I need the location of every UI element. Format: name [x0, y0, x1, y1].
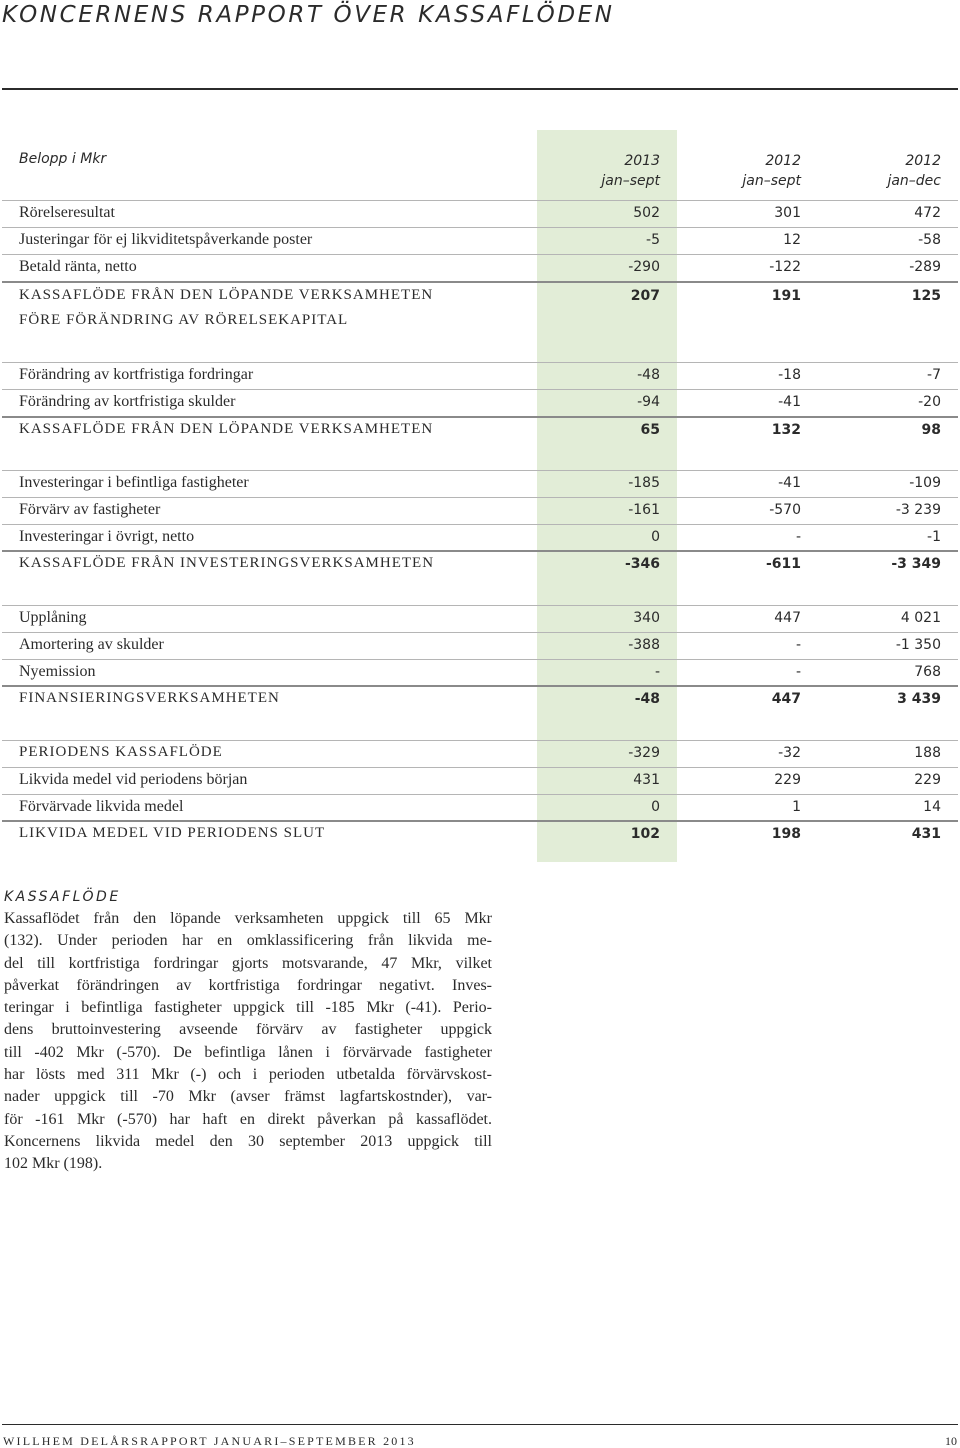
value-2012-jan-sept: -41 [778, 394, 801, 410]
column-header-2012-jan-dec [821, 151, 941, 191]
row-label: Likvida medel vid periodens början [19, 771, 248, 788]
value-2012-jan-dec: -1 [927, 529, 941, 545]
value-2012-jan-dec: -7 [927, 367, 941, 383]
row-label: Investeringar i befintliga fastigheter [19, 474, 249, 491]
value-2012-jan-dec: 4 021 [900, 610, 941, 626]
row-sublabel: FÖRE FÖRÄNDRING AV RÖRELSEKAPITAL [19, 312, 349, 328]
column-year: 2012 [765, 153, 801, 169]
row-label: PERIODENS KASSAFLÖDE [19, 744, 223, 760]
paragraph-line: har lösts med 311 Mkr (-) och i perioden utbetalda förvärvskost- [4, 1066, 492, 1084]
value-2012-jan-sept: 447 [771, 691, 801, 707]
page-title: KONCERNENS RAPPORT ÖVER KASSAFLÖDEN [2, 2, 615, 28]
value-2013-jan-sept: -346 [624, 556, 660, 572]
row-label: Nyemission [19, 663, 96, 680]
value-2012-jan-dec: 125 [911, 288, 941, 304]
table-row [0, 227, 960, 254]
value-2012-jan-sept: - [795, 664, 801, 680]
paragraph-line: del till kortfristiga fordringar gjorts motsvarande, 47 Mkr, vilket [4, 954, 492, 972]
subtotal-row [0, 551, 960, 578]
commentary-body [4, 908, 492, 1176]
row-label: Amortering av skulder [19, 636, 164, 653]
page-number: 10 [945, 1434, 957, 1448]
row-label: Upplåning [19, 609, 87, 626]
value-2012-jan-sept: 229 [774, 772, 801, 788]
table-row [0, 200, 960, 227]
row-label: Förändring av kortfristiga skulder [19, 393, 236, 410]
value-2013-jan-sept: 340 [633, 610, 660, 626]
value-2012-jan-sept: 12 [783, 232, 801, 248]
row-label: LIKVIDA MEDEL VID PERIODENS SLUT [19, 825, 326, 841]
row-label: Förändring av kortfristiga fordringar [19, 366, 254, 383]
value-2012-jan-dec: -289 [909, 259, 941, 275]
value-2012-jan-dec: -109 [909, 475, 941, 491]
table-row [0, 524, 960, 551]
column-year: 2013 [624, 153, 660, 169]
commentary-heading: KASSAFLÖDE [4, 889, 121, 905]
column-period: jan–sept [742, 173, 801, 189]
footer-report-title: WILLHEM DELÅRSRAPPORT JANUARI–SEPTEMBER 2013 [3, 1434, 416, 1448]
value-2012-jan-dec: -3 239 [895, 502, 941, 518]
value-2012-jan-dec: 472 [914, 205, 941, 221]
value-2012-jan-dec: -58 [918, 232, 941, 248]
value-2013-jan-sept: -5 [646, 232, 660, 248]
value-2013-jan-sept: 0 [651, 799, 660, 815]
unit-label: Belopp i Mkr [19, 151, 107, 167]
value-2012-jan-dec: 3 439 [897, 691, 941, 707]
value-2012-jan-dec: 768 [914, 664, 941, 680]
paragraph-line: Koncernens likvida medel den 30 september 2013 uppgick till [4, 1132, 492, 1150]
value-2013-jan-sept: 65 [640, 422, 660, 438]
paragraph-line: nader uppgick till -70 Mkr (avser främst lagfartskostnder), var- [4, 1088, 492, 1106]
value-2013-jan-sept: 502 [633, 205, 660, 221]
subtotal-row [0, 686, 960, 713]
value-2012-jan-sept: -18 [778, 367, 801, 383]
paragraph-line: (132). Under perioden har en omklassificering från likvida me- [4, 932, 492, 950]
value-2012-jan-sept: -611 [765, 556, 801, 572]
value-2013-jan-sept: -290 [628, 259, 660, 275]
value-2012-jan-sept: -570 [769, 502, 801, 518]
value-2012-jan-sept: -41 [778, 475, 801, 491]
column-header-2012-jan-sept [681, 151, 801, 191]
value-2013-jan-sept: -94 [637, 394, 660, 410]
table-row [0, 740, 960, 767]
value-2012-jan-dec: 431 [911, 826, 941, 842]
table-row [0, 605, 960, 632]
table-row [0, 362, 960, 389]
value-2013-jan-sept: 431 [633, 772, 660, 788]
value-2012-jan-dec: 98 [921, 422, 941, 438]
paragraph-line: till -402 Mkr (-570). De befintliga lånen i förvärvade fastigheter [4, 1043, 492, 1061]
row-label: Justeringar för ej likviditetspåverkande poster [19, 231, 313, 248]
row-label: FINANSIERINGSVERKSAMHETEN [19, 690, 280, 706]
paragraph-line: Kassaflödet från den löpande verksamheten uppgick till 65 Mkr [4, 910, 492, 927]
value-2012-jan-dec: 14 [923, 799, 941, 815]
column-header-2013-jan-sept [540, 151, 660, 191]
subtotal-row [0, 283, 960, 335]
row-label: KASSAFLÖDE FRÅN DEN LÖPANDE VERKSAMHETEN [19, 287, 434, 303]
value-2012-jan-sept: -122 [769, 259, 801, 275]
row-label: Rörelseresultat [19, 204, 115, 221]
column-year: 2012 [905, 153, 941, 169]
table-row [0, 470, 960, 497]
value-2013-jan-sept: - [654, 664, 660, 680]
row-label: KASSAFLÖDE FRÅN INVESTERINGSVERKSAMHETEN [19, 555, 435, 571]
value-2012-jan-sept: 198 [771, 826, 801, 842]
column-period: jan–dec [887, 173, 941, 189]
table-row [0, 389, 960, 416]
value-2012-jan-dec: -1 350 [895, 637, 941, 653]
value-2012-jan-dec: -20 [918, 394, 941, 410]
value-2012-jan-sept: 1 [792, 799, 801, 815]
value-2012-jan-dec: -3 349 [891, 556, 941, 572]
subtotal-row [0, 417, 960, 444]
value-2012-jan-sept: 132 [771, 422, 801, 438]
footer-divider [2, 1424, 958, 1425]
title-divider [2, 88, 958, 90]
column-period: jan–sept [601, 173, 660, 189]
table-row [0, 794, 960, 821]
value-2013-jan-sept: 0 [651, 529, 660, 545]
value-2012-jan-dec: 188 [914, 745, 941, 761]
value-2013-jan-sept: -161 [628, 502, 660, 518]
table-row [0, 659, 960, 686]
value-2012-jan-sept: 447 [774, 610, 801, 626]
value-2012-jan-dec: 229 [914, 772, 941, 788]
table-row [0, 632, 960, 659]
paragraph-line: 102 Mkr (198). [4, 1155, 103, 1173]
value-2013-jan-sept: -388 [628, 637, 660, 653]
table-row [0, 767, 960, 794]
value-2013-jan-sept: -185 [628, 475, 660, 491]
table-row [0, 254, 960, 281]
value-2013-jan-sept: -329 [628, 745, 660, 761]
row-label: Förvärvade likvida medel [19, 798, 184, 815]
value-2012-jan-sept: - [795, 637, 801, 653]
value-2012-jan-sept: -32 [778, 745, 801, 761]
value-2013-jan-sept: 207 [630, 288, 660, 304]
row-label: Betald ränta, netto [19, 258, 137, 275]
value-2012-jan-sept: 191 [771, 288, 801, 304]
value-2013-jan-sept: 102 [630, 826, 660, 842]
paragraph-line: påverkat förändringen av kortfristiga fordringar negativt. Inves- [4, 976, 492, 994]
paragraph-line: för -161 Mkr (-570) har haft en direkt påverkan på kassaflödet. [4, 1110, 492, 1128]
value-2012-jan-sept: - [795, 529, 801, 545]
paragraph-line: dens bruttoinvestering avseende förvärv av fastigheter uppgick [4, 1021, 492, 1039]
row-label: Investeringar i övrigt, netto [19, 528, 195, 545]
value-2012-jan-sept: 301 [774, 205, 801, 221]
paragraph-line: teringar i befintliga fastigheter uppgick till -185 Mkr (-41). Perio- [4, 999, 492, 1017]
value-2013-jan-sept: -48 [634, 691, 660, 707]
row-label: KASSAFLÖDE FRÅN DEN LÖPANDE VERKSAMHETEN [19, 421, 434, 437]
row-label: Förvärv av fastigheter [19, 501, 161, 518]
table-row [0, 497, 960, 524]
total-row [0, 821, 960, 848]
value-2013-jan-sept: -48 [637, 367, 660, 383]
